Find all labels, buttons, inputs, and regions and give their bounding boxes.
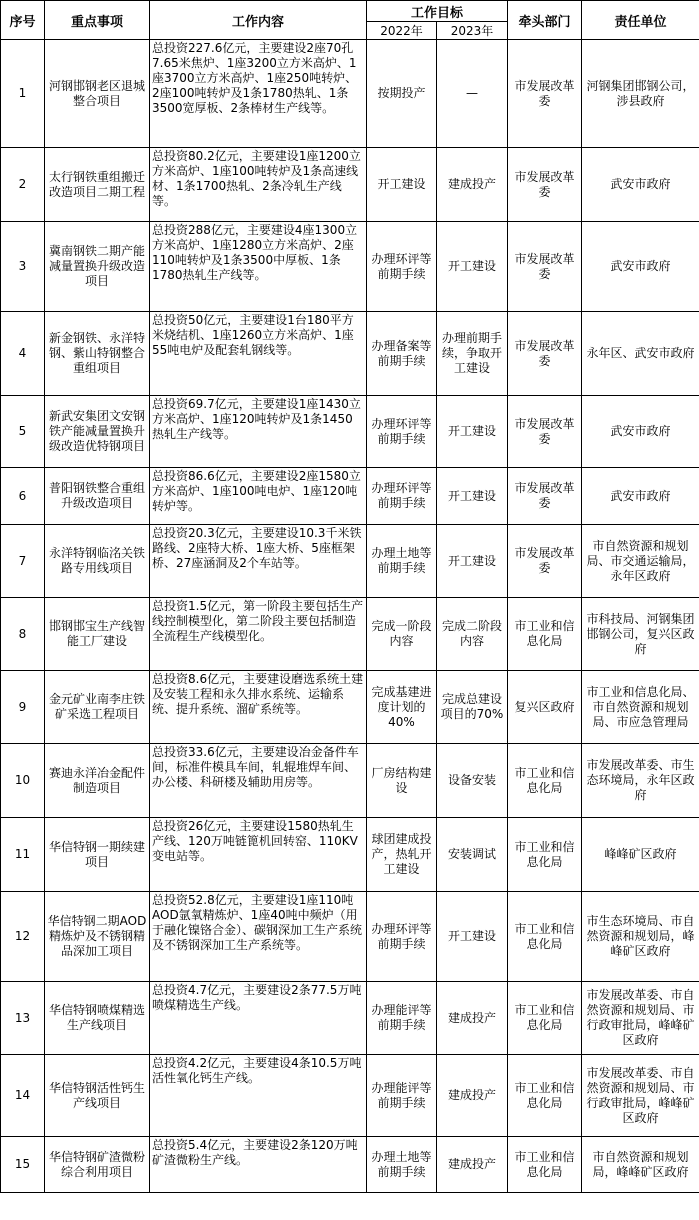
row-item: 华信特钢二期AOD精炼炉及不锈钢精品深加工项目 (45, 892, 150, 982)
row-lead-department: 市发展改革委 (508, 222, 582, 312)
row-content: 总投资5.4亿元，主要建设2条120万吨矿渣微粉生产线。 (150, 1137, 367, 1193)
row-lead-department: 市工业和信息化局 (508, 892, 582, 982)
row-item: 冀南钢铁二期产能减量置换升级改造项目 (45, 222, 150, 312)
row-content: 总投资52.8亿元，主要建设1座110吨AOD氩氧精炼炉、1座40吨中频炉（用于融化镍铬合金）、碳钢深加工生产系统及不锈钢深加工生产系统等。 (150, 892, 367, 982)
row-goal-2023: 安装调试 (437, 818, 508, 892)
row-index: 5 (1, 396, 45, 468)
row-content: 总投资86.6亿元，主要建设2座1580立方米高炉、1座100吨电炉、1座120吨转炉等。 (150, 468, 367, 525)
row-responsible-unit: 峰峰矿区政府 (582, 818, 699, 892)
row-goal-2023: 完成二阶段内容 (437, 598, 508, 671)
table-row (1, 818, 699, 892)
row-goal-2022: 厂房结构建设 (367, 744, 437, 818)
header-index: 序号 (1, 1, 45, 40)
row-responsible-unit: 市自然资源和规划局、市交通运输局，永年区政府 (582, 525, 699, 598)
row-content: 总投资4.2亿元，主要建设4条10.5万吨活性氧化钙生产线。 (150, 1055, 367, 1137)
row-goal-2022: 按期投产 (367, 40, 437, 148)
row-content: 总投资50亿元，主要建设1台180平方米烧结机、1座1260立方米高炉、1座55吨电炉及配套轧钢线等。 (150, 312, 367, 396)
row-item: 新武安集团文安钢铁产能减量置换升级改造优特钢项目 (45, 396, 150, 468)
table-row (1, 312, 699, 396)
row-responsible-unit: 市工业和信息化局、市自然资源和规划局、市应急管理局 (582, 671, 699, 744)
row-responsible-unit: 市科技局、河钢集团邯钢公司，复兴区政府 (582, 598, 699, 671)
row-index: 13 (1, 982, 45, 1055)
row-goal-2022: 办理备案等前期手续 (367, 312, 437, 396)
row-goal-2023: — (437, 40, 508, 148)
row-index: 1 (1, 40, 45, 148)
row-item: 华信特钢喷煤精选生产线项目 (45, 982, 150, 1055)
table-row (1, 982, 699, 1055)
row-index: 12 (1, 892, 45, 982)
row-goal-2022: 球团建成投产，热轧开工建设 (367, 818, 437, 892)
table-body (1, 40, 699, 1193)
row-index: 9 (1, 671, 45, 744)
row-goal-2022: 完成基建进度计划的40% (367, 671, 437, 744)
row-content: 总投资1.5亿元，第一阶段主要包括生产线控制模型化，第二阶段主要包括制造全流程生产线模型化。 (150, 598, 367, 671)
table-row (1, 148, 699, 222)
row-item: 华信特钢矿渣微粉综合利用项目 (45, 1137, 150, 1193)
table-row (1, 40, 699, 148)
row-lead-department: 市工业和信息化局 (508, 598, 582, 671)
table-row (1, 396, 699, 468)
row-content: 总投资227.6亿元，主要建设2座70孔7.65米焦炉、1座3200立方米高炉、1座3700立方米高炉、1座250吨转炉、2座100吨转炉及1条1780热轧、1条3500宽厚板、2条棒材生产线等。 (150, 40, 367, 148)
row-content: 总投资33.6亿元，主要建设冶金备件车间，标准件模具车间，轧辊堆焊车间、办公楼、科研楼及辅助用房等。 (150, 744, 367, 818)
row-content: 总投资288亿元，主要建设4座1300立方米高炉、1座1280立方米高炉、2座110吨转炉及1条3500中厚板、1条1780热轧生产线等。 (150, 222, 367, 312)
row-goal-2023: 建成投产 (437, 1137, 508, 1193)
table-row (1, 525, 699, 598)
row-index: 2 (1, 148, 45, 222)
header-content: 工作内容 (150, 1, 367, 40)
row-goal-2022: 办理土地等前期手续 (367, 525, 437, 598)
row-responsible-unit: 市生态环境局、市自然资源和规划局，峰峰矿区政府 (582, 892, 699, 982)
header-goal-2023: 2023年 (437, 22, 508, 40)
row-responsible-unit: 河钢集团邯钢公司，涉县政府 (582, 40, 699, 148)
table-row (1, 468, 699, 525)
row-item: 邯钢邯宝生产线智能工厂建设 (45, 598, 150, 671)
row-item: 金元矿业南李庄铁矿采选工程项目 (45, 671, 150, 744)
row-index: 6 (1, 468, 45, 525)
row-lead-department: 市工业和信息化局 (508, 1055, 582, 1137)
row-index: 8 (1, 598, 45, 671)
row-index: 7 (1, 525, 45, 598)
row-goal-2022: 办理环评等前期手续 (367, 892, 437, 982)
row-goal-2022: 办理能评等前期手续 (367, 982, 437, 1055)
row-index: 3 (1, 222, 45, 312)
row-goal-2023: 开工建设 (437, 525, 508, 598)
row-responsible-unit: 武安市政府 (582, 222, 699, 312)
table-row (1, 1137, 699, 1193)
header-goal: 工作目标 (367, 1, 508, 22)
row-content: 总投资69.7亿元，主要建设1座1430立方米高炉、1座120吨转炉及1条1450热轧生产线等。 (150, 396, 367, 468)
row-lead-department: 复兴区政府 (508, 671, 582, 744)
row-goal-2023: 开工建设 (437, 892, 508, 982)
row-lead-department: 市发展改革委 (508, 312, 582, 396)
row-goal-2023: 完成总建设项目的70% (437, 671, 508, 744)
row-responsible-unit: 市发展改革委、市生态环境局，永年区政府 (582, 744, 699, 818)
row-item: 华信特钢活性钙生产线项目 (45, 1055, 150, 1137)
row-index: 14 (1, 1055, 45, 1137)
table-row (1, 671, 699, 744)
row-item: 太行钢铁重组搬迁改造项目二期工程 (45, 148, 150, 222)
header-responsible: 责任单位 (582, 1, 699, 40)
row-goal-2023: 设备安装 (437, 744, 508, 818)
row-index: 4 (1, 312, 45, 396)
row-goal-2023: 建成投产 (437, 1055, 508, 1137)
header-item: 重点事项 (45, 1, 150, 40)
table-row (1, 598, 699, 671)
row-index: 11 (1, 818, 45, 892)
row-goal-2023: 建成投产 (437, 148, 508, 222)
row-responsible-unit: 市发展改革委、市自然资源和规划局、市行政审批局，峰峰矿区政府 (582, 982, 699, 1055)
row-goal-2023: 建成投产 (437, 982, 508, 1055)
row-goal-2022: 办理环评等前期手续 (367, 222, 437, 312)
row-goal-2023: 开工建设 (437, 396, 508, 468)
row-item: 新金钢铁、永洋特钢、紫山特钢整合重组项目 (45, 312, 150, 396)
header-row (1, 1, 699, 22)
row-goal-2022: 办理环评等前期手续 (367, 396, 437, 468)
row-goal-2023: 开工建设 (437, 222, 508, 312)
row-goal-2023: 开工建设 (437, 468, 508, 525)
row-lead-department: 市发展改革委 (508, 525, 582, 598)
row-responsible-unit: 武安市政府 (582, 148, 699, 222)
row-lead-department: 市发展改革委 (508, 468, 582, 525)
table-row (1, 892, 699, 982)
header-lead: 牵头部门 (508, 1, 582, 40)
row-content: 总投资80.2亿元，主要建设1座1200立方米高炉、1座100吨转炉及1条高速线材、1条1700热轧、2条冷轧生产线等。 (150, 148, 367, 222)
row-content: 总投资8.6亿元，主要建设磨选系统土建及安装工程和永久排水系统、运输系统、提升系统、溜矿系统等。 (150, 671, 367, 744)
row-lead-department: 市工业和信息化局 (508, 818, 582, 892)
row-goal-2022: 办理土地等前期手续 (367, 1137, 437, 1193)
row-responsible-unit: 武安市政府 (582, 396, 699, 468)
row-lead-department: 市发展改革委 (508, 396, 582, 468)
table-row (1, 222, 699, 312)
row-item: 华信特钢一期续建项目 (45, 818, 150, 892)
row-goal-2022: 开工建设 (367, 148, 437, 222)
row-responsible-unit: 武安市政府 (582, 468, 699, 525)
row-item: 普阳钢铁整合重组升级改造项目 (45, 468, 150, 525)
row-index: 15 (1, 1137, 45, 1193)
row-content: 总投资20.3亿元，主要建设10.3千米铁路线、2座特大桥、1座大桥、5座框架桥、27座涵洞及2个车站等。 (150, 525, 367, 598)
table-row (1, 1055, 699, 1137)
row-item: 河钢邯钢老区退城整合项目 (45, 40, 150, 148)
row-goal-2022: 办理能评等前期手续 (367, 1055, 437, 1137)
row-lead-department: 市工业和信息化局 (508, 744, 582, 818)
row-goal-2022: 办理环评等前期手续 (367, 468, 437, 525)
row-content: 总投资4.7亿元，主要建设2条77.5万吨喷煤精选生产线。 (150, 982, 367, 1055)
row-lead-department: 市工业和信息化局 (508, 1137, 582, 1193)
table-row (1, 744, 699, 818)
row-lead-department: 市发展改革委 (508, 148, 582, 222)
row-goal-2022: 完成一阶段内容 (367, 598, 437, 671)
row-responsible-unit: 市自然资源和规划局，峰峰矿区政府 (582, 1137, 699, 1193)
row-lead-department: 市发展改革委 (508, 40, 582, 148)
row-item: 永洋特钢临洺关铁路专用线项目 (45, 525, 150, 598)
row-goal-2023: 办理前期手续，争取开工建设 (437, 312, 508, 396)
row-responsible-unit: 市发展改革委、市自然资源和规划局、市行政审批局，峰峰矿区政府 (582, 1055, 699, 1137)
row-lead-department: 市工业和信息化局 (508, 982, 582, 1055)
row-responsible-unit: 永年区、武安市政府 (582, 312, 699, 396)
row-index: 10 (1, 744, 45, 818)
row-item: 赛迪永洋冶金配件制造项目 (45, 744, 150, 818)
row-content: 总投资26亿元，主要建设1580热轧生产线、120万吨链篦机回转窑、110KV变电站等。 (150, 818, 367, 892)
header-goal-2022: 2022年 (367, 22, 437, 40)
